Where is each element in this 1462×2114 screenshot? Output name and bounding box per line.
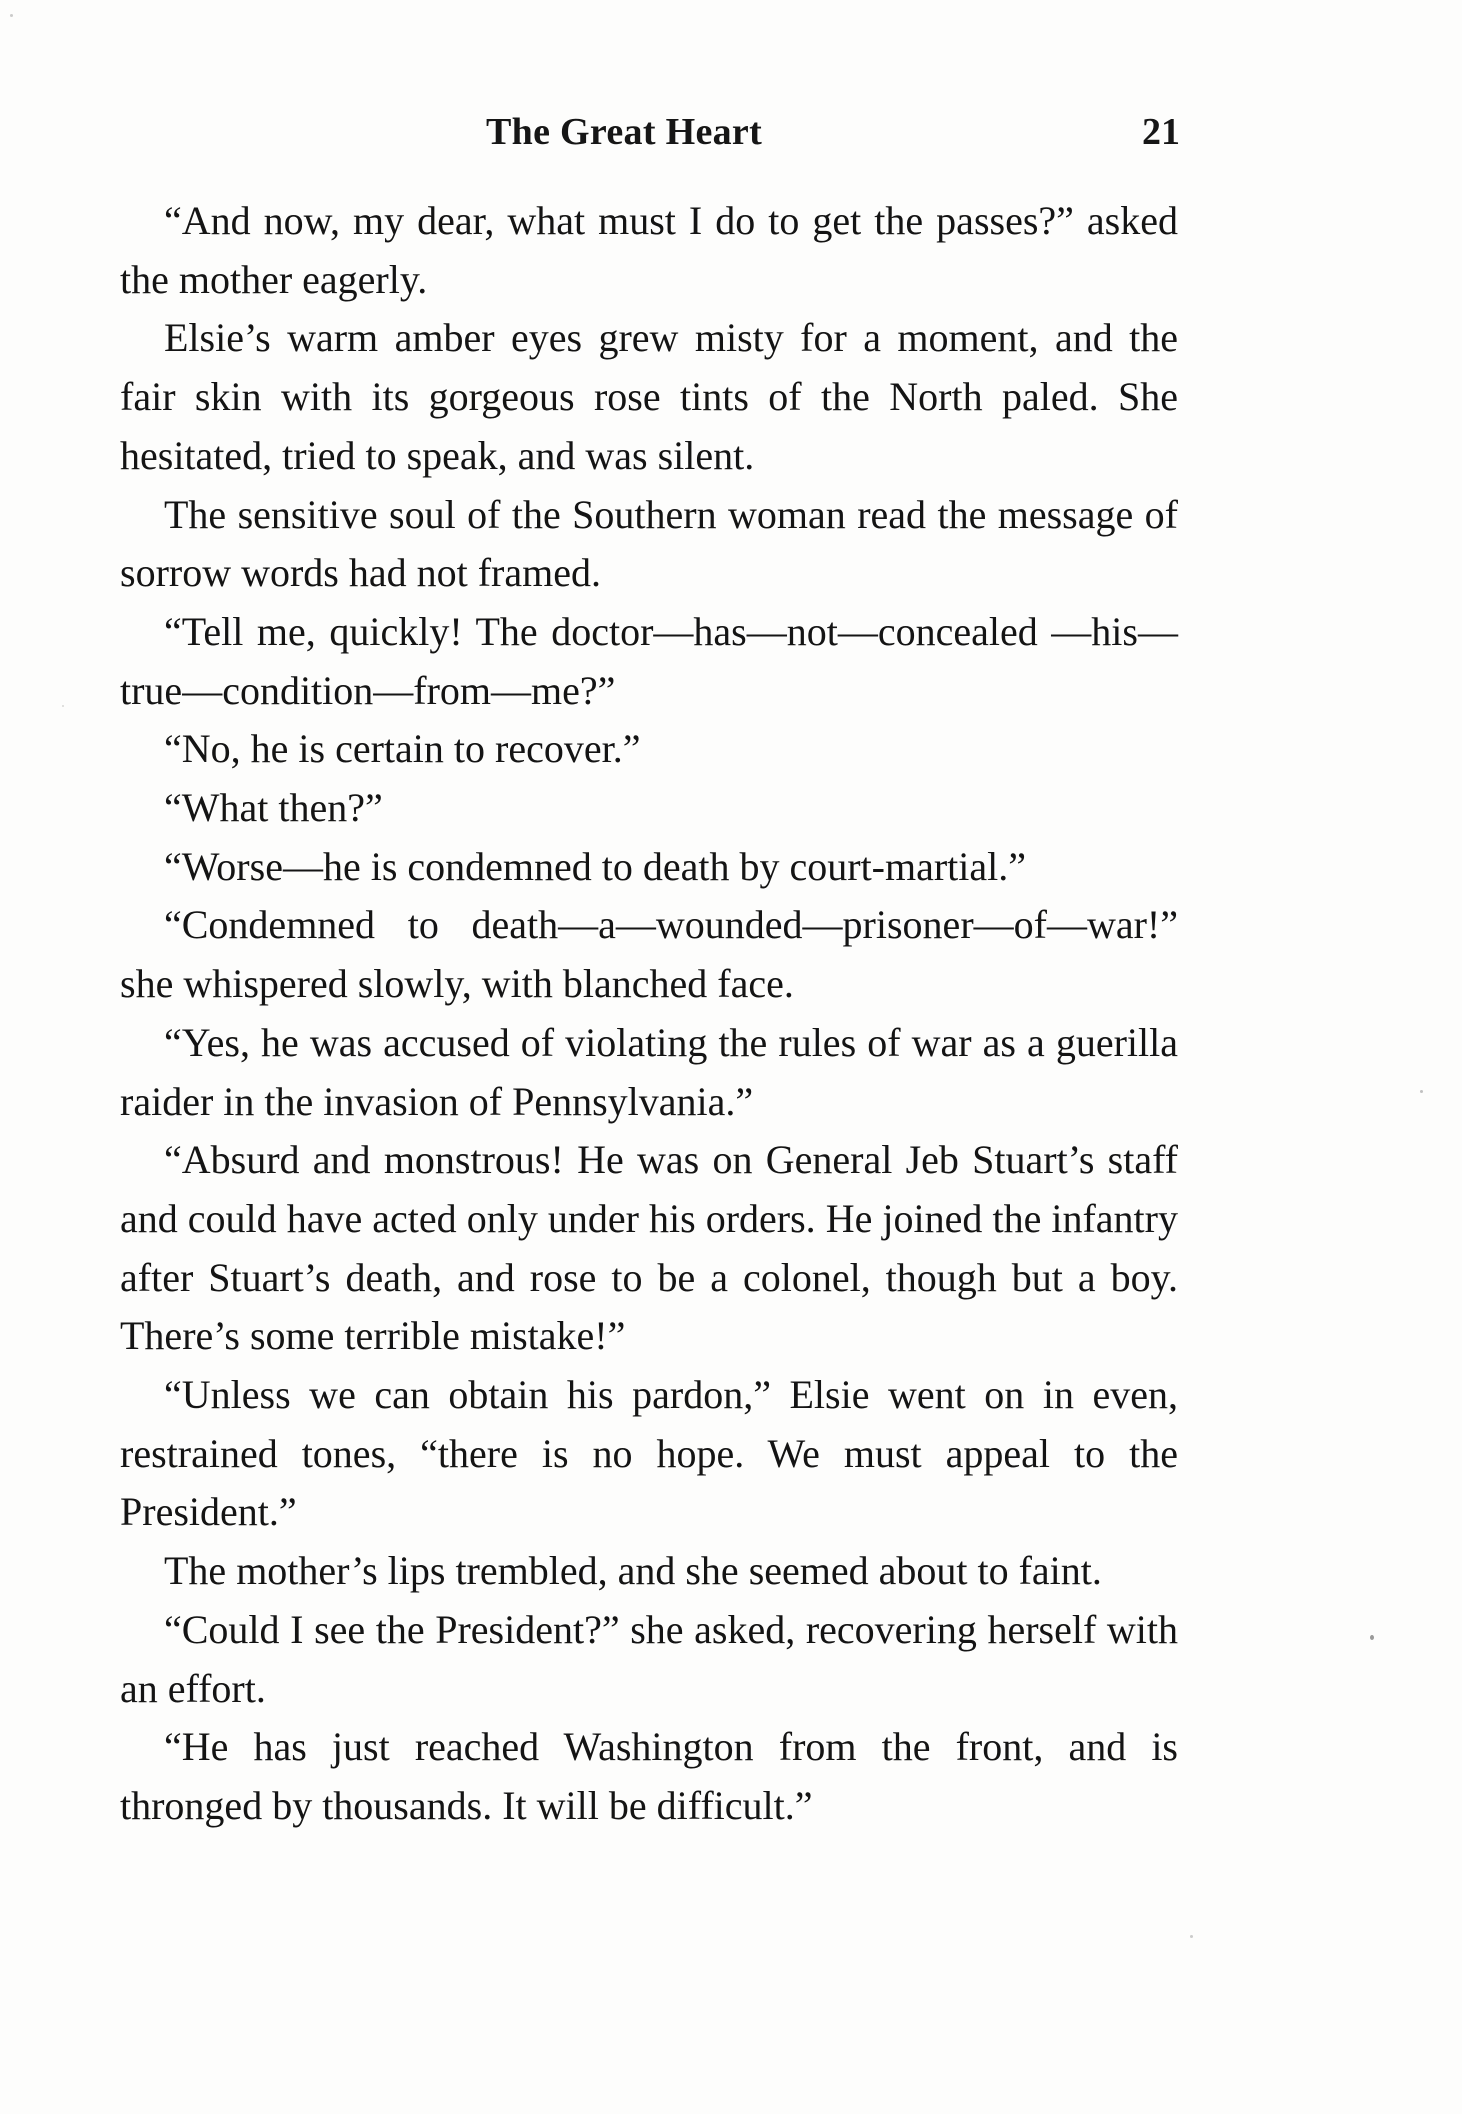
scan-speck xyxy=(1190,1935,1193,1938)
paragraph-13: “Could I see the President?” she asked, recovering herself with an effort. xyxy=(120,1606,1178,1711)
paragraph-1: “And now, my dear, what must I do to get the passes?” asked the mother eagerly. xyxy=(120,198,1178,302)
paragraph-10: “Absurd and monstrous! He was on General Jeb Stuart’s staff and could have acted only under his orders. He joined the infantry after Stuart’s death, and rose to be a colonel, though but a boy. There’s some terrible mistake!” xyxy=(120,1137,1178,1359)
paragraph-5: “No, he is certain to recover.” xyxy=(164,726,641,772)
paragraph-11: “Unless we can obtain his pardon,” Elsie went on in even, restrained tones, “there is no hope. We must appeal to the President.” xyxy=(120,1372,1178,1535)
running-head xyxy=(120,110,1180,170)
scan-speck xyxy=(1420,1090,1423,1093)
paragraph-9: “Yes, he was accused of violating the rules of war as a guerilla raider in the invasion of Pennsylvania.” xyxy=(120,1019,1178,1124)
scan-speck xyxy=(10,14,13,17)
scan-speck xyxy=(1370,1635,1374,1640)
page-number: 21 xyxy=(1142,111,1180,153)
paragraph-4: “Tell me, quickly! The doctor—has—not—concealed —his—true—condition—from—me?” xyxy=(120,608,1178,713)
paragraph-8: “Condemned to death—a—wounded—prisoner—of—war!” she whispered slowly, with blanched face. xyxy=(120,902,1178,1007)
paragraph-2: Elsie’s warm amber eyes grew misty for a moment, and the fair skin with its gorgeous rose tints of the North paled. She hesitated, tried to speak, and was silent. xyxy=(120,315,1178,478)
scan-speck xyxy=(62,705,64,707)
paragraph-14: “He has just reached Washington from the front, and is thronged by thousands. It will be difficult.” xyxy=(120,1724,1178,1828)
running-title: The Great Heart xyxy=(486,111,763,153)
body-text xyxy=(120,192,1178,1836)
paragraph-12: The mother’s lips trembled, and she seemed about to faint. xyxy=(164,1548,1102,1594)
paragraph-7: “Worse—he is condemned to death by court-martial.” xyxy=(164,843,1027,889)
paragraph-3: The sensitive soul of the Southern woman read the message of sorrow words had not framed. xyxy=(120,491,1178,596)
paragraph-6: “What then?” xyxy=(164,785,383,831)
